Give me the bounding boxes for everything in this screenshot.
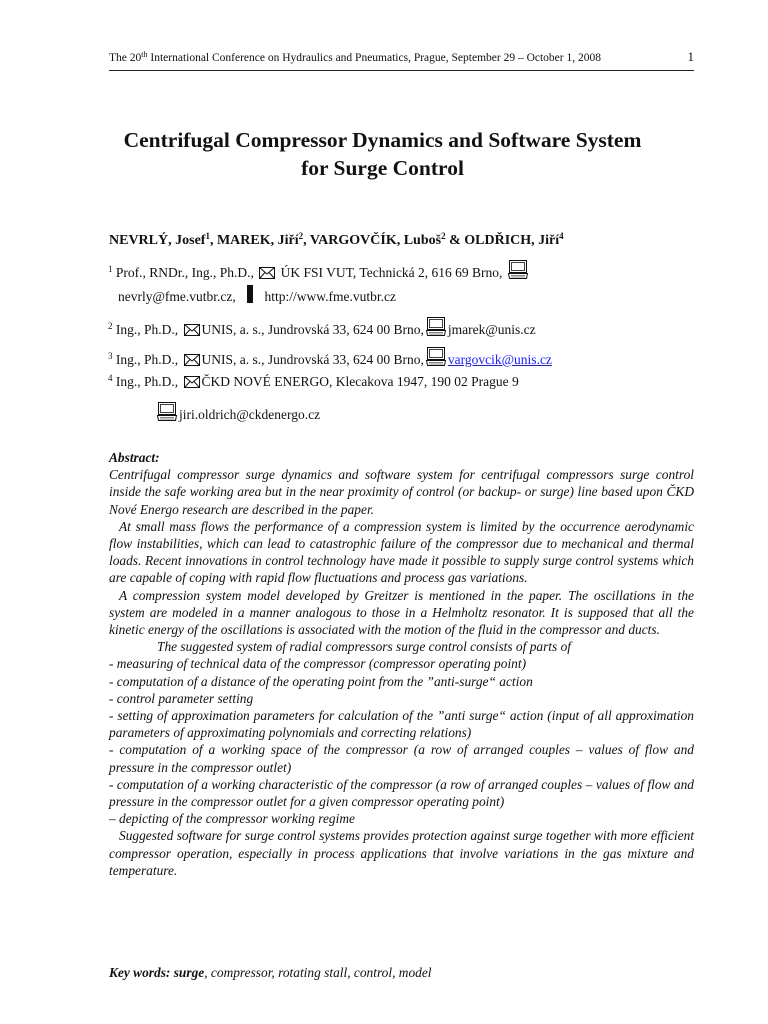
list-item: - computation of a working space of the compressor (a row of arranged couples – values of flow and pressure in the compressor outlet) <box>109 742 694 775</box>
author-sep: , <box>209 233 217 248</box>
keywords-label: Key words: surge <box>109 965 205 980</box>
abstract-paragraph: The suggested system of radial compressors surge control consists of parts of <box>157 639 571 655</box>
author-sup: 2 <box>298 231 304 241</box>
envelope-icon <box>184 375 200 392</box>
affiliation-address: ÚK FSI VUT, Technická 2, 616 69 Brno, <box>280 265 503 280</box>
author-name: OLDŘICH, Jiří <box>464 233 560 248</box>
author-name: MAREK, Jiří <box>216 233 299 248</box>
title-line-1: Centrifugal Compressor Dynamics and Software System <box>123 128 642 152</box>
email-link[interactable]: jmarek@unis.cz <box>447 322 536 337</box>
keywords <box>109 964 694 981</box>
affiliation-number: 4 <box>108 373 113 383</box>
affiliation-address: UNIS, a. s., Jundrovská 33, 624 00 Brno, <box>201 322 424 337</box>
email-link[interactable]: nevrly@fme.vutbr.cz, <box>118 289 236 304</box>
envelope-icon <box>259 266 275 283</box>
list-item: – depicting of the compressor working regime <box>109 811 355 827</box>
title-line-2: for Surge Control <box>301 156 464 180</box>
abstract-paragraph: A compression system model developed by Greitzer is mentioned in the paper. The oscillations in the system are modeled in a manner analogous to those in a Helmholtz resonator. It is supposed that all the kinetic energy of the oscillations is associated with the motion of the fluid in the compressor and ducts. <box>109 587 694 638</box>
affiliation-2 <box>108 317 708 340</box>
envelope-icon <box>184 323 200 340</box>
keywords-list: , compressor, rotating stall, control, model <box>204 965 432 980</box>
affiliation-title: Ing., Ph.D., <box>115 352 179 367</box>
author-list <box>109 232 709 250</box>
affiliation-3 <box>108 347 708 370</box>
author-sup: 2 <box>441 231 446 241</box>
header-rule <box>109 70 694 71</box>
author-sep: , <box>303 233 310 248</box>
page-number: 1 <box>687 49 694 64</box>
affiliation-title: Ing., Ph.D., <box>115 374 179 389</box>
running-header <box>109 48 694 65</box>
affiliation-address: ČKD NOVÉ ENERGO, Klecakova 1947, 190 02 Prague 9 <box>201 374 519 389</box>
computer-icon <box>426 347 446 370</box>
affiliation-number: 3 <box>108 351 113 361</box>
header-text-start: The 20 <box>109 52 142 64</box>
author-sup: 4 <box>559 231 564 241</box>
affiliation-4-line-2 <box>155 402 755 425</box>
abstract-paragraph: Suggested software for surge control systems provides protection against surge together with more efficient compressor operation, especially in process applications that involve variations in the gas mixture and temperature. <box>109 828 694 878</box>
header-sup: th <box>141 50 148 59</box>
list-item: - control parameter setting <box>109 690 254 706</box>
email-link[interactable]: vargovcik@unis.cz <box>447 352 552 367</box>
abstract <box>109 449 694 879</box>
affiliation-4 <box>108 373 708 392</box>
phone-icon <box>247 285 253 307</box>
email-link[interactable]: jiri.oldrich@ckdenergo.cz <box>179 407 321 422</box>
header-text-end: International Conference on Hydraulics and Pneumatics, Prague, September 29 – October 1, 2008 <box>147 52 601 64</box>
abstract-paragraph: Centrifugal compressor surge dynamics and software system for centrifugal compressors surge control inside the safe working area but in the near proximity of control (or backup- or surge) line based upon ČKD Nové Energo research are described in the paper. <box>109 467 694 517</box>
author-sep: & <box>445 233 465 248</box>
author-sup: 1 <box>205 231 210 241</box>
computer-icon <box>157 402 177 425</box>
affiliation-title: Ing., Ph.D., <box>115 322 179 337</box>
list-item: - setting of approximation parameters for calculation of the ”anti surge“ action (input of all approximation parameters of approximating polynomials and correcting relations) <box>109 708 694 741</box>
abstract-heading: Abstract: <box>109 450 160 465</box>
abstract-paragraph: At small mass flows the performance of a compression system is limited by the occurrence aerodynamic flow instabilities, which can lead to catastrophic failure of the compressor due to mechanical and thermal loads. Recent innovations in control technology have made it possible to supply surge control systems which are capable of coping with rapid flow fluctuations and process gas variations. <box>109 518 694 586</box>
list-item: - measuring of technical data of the compressor (compressor operating point) <box>109 656 527 672</box>
computer-icon <box>508 260 528 283</box>
computer-icon <box>426 317 446 340</box>
envelope-icon <box>184 353 200 370</box>
affiliation-address: UNIS, a. s., Jundrovská 33, 624 00 Brno, <box>201 352 424 367</box>
paper-title <box>80 126 685 182</box>
author-name: VARGOVČÍK, Luboš <box>309 233 442 248</box>
affiliation-1 <box>108 260 708 283</box>
author-name: NEVRLÝ, Josef <box>109 233 206 248</box>
web-link[interactable]: http://www.fme.vutbr.cz <box>264 289 397 304</box>
list-item: - computation of a working characteristic of the compressor (a row of arranged couples – values of flow and pressure in the compressor outlet for a given compressor operating point) <box>109 776 694 810</box>
affiliation-number: 2 <box>108 321 113 331</box>
affiliation-title: Prof., RNDr., Ing., Ph.D., <box>115 265 254 280</box>
affiliation-1-line-2 <box>118 285 718 307</box>
list-item: - computation of a distance of the operating point from the ”anti-surge“ action <box>109 673 533 689</box>
affiliation-number: 1 <box>108 264 113 274</box>
